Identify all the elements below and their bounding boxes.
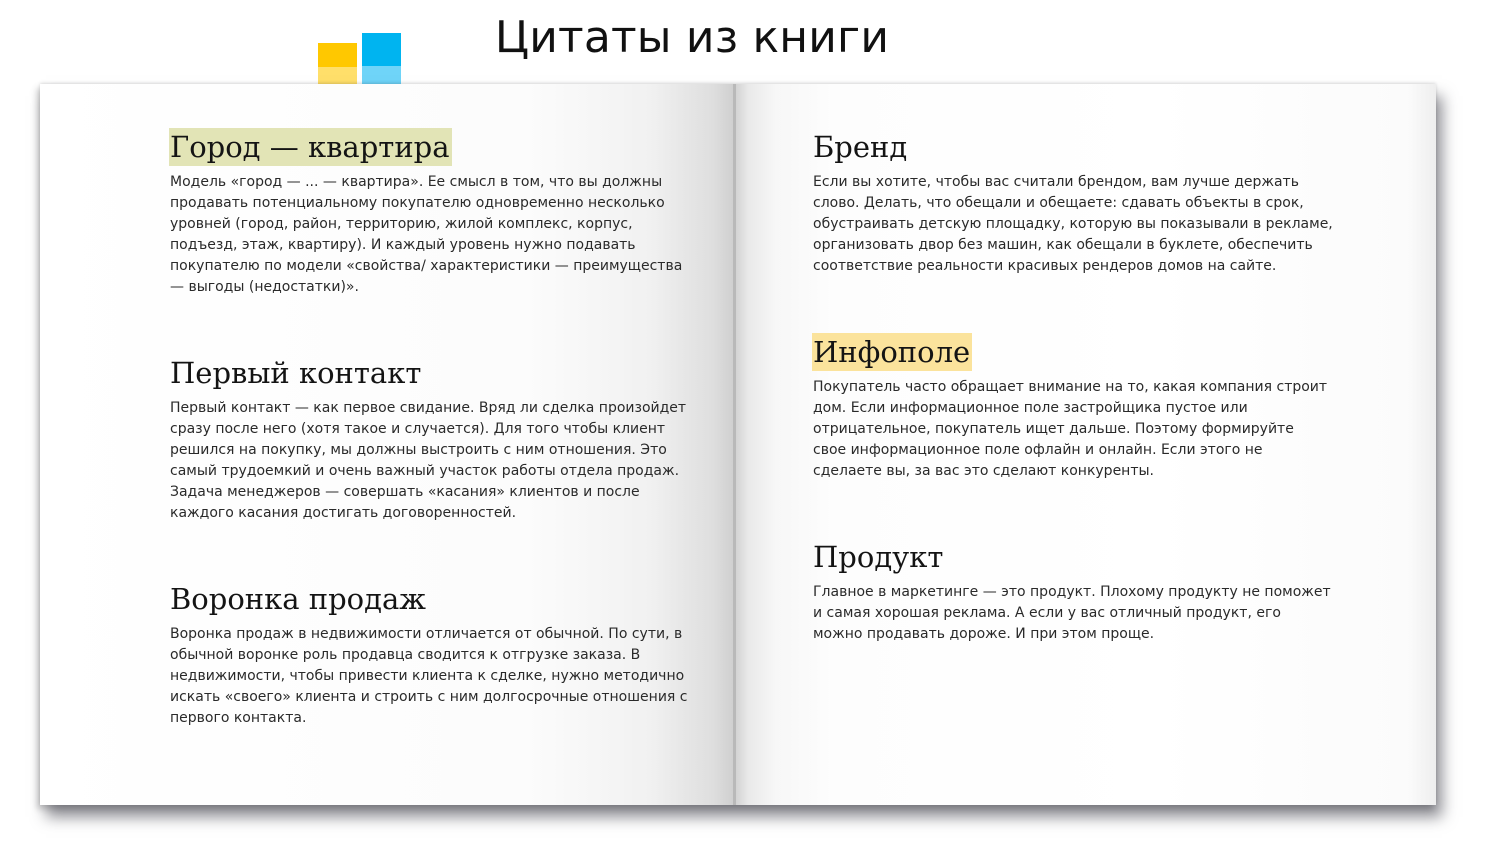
section-text: Если вы хотите, чтобы вас считали брендом, вам лучше держать слово. Делать, что обещали и обещаете: сдавать объекты в срок, обустраивать детскую площадку, которую вы показывали в рекламе, организовать двор без машин, как обещали в буклете, обеспечить соответствие реальности красивых рендеров домов на сайте. xyxy=(813,174,1333,274)
section-info-field xyxy=(813,333,1328,482)
section-heading: Продукт xyxy=(813,540,944,574)
section-heading: Инфополе xyxy=(813,335,971,369)
section-text: Покупатель часто обращает внимание на то, какая компания строит дом. Если информационное поле застройщика пустое или отрицательное, покупатель ищет дальше. Поэтому формируйте свое информационное поле офлайн и онлайн. Если этого не сделаете вы, за вас это сделают конкуренты. xyxy=(813,379,1328,479)
section-heading: Воронка продаж xyxy=(170,582,426,616)
section-sales-funnel xyxy=(170,580,688,729)
section-text: Воронка продаж в недвижимости отличается от обычной. По сути, в обычной воронке роль продавца сводится к отгрузке заказа. В недвижимости, чтобы привести клиента к сделке, нужно методично искать «своего» клиента и строить с ним долгосрочные отношения с первого контакта. xyxy=(170,626,688,726)
section-heading: Первый контакт xyxy=(170,356,422,390)
open-book xyxy=(40,84,1436,805)
section-city-apartment xyxy=(170,128,683,298)
section-text: Модель «город — ... — квартира». Ее смысл в том, что вы должны продавать потенциальному покупателю одновременно несколько уровней (город, район, территорию, жилой комплекс, корпус, подъезд, этаж, квартиру). И каждый уровень нужно подавать покупателю по модели «свойства/ характеристики — преимущества — выгоды (недостатки)». xyxy=(170,174,683,295)
section-first-contact xyxy=(170,354,687,524)
left-page xyxy=(40,84,734,805)
section-heading: Бренд xyxy=(813,130,908,164)
section-text: Главное в маркетинге — это продукт. Плохому продукту не поможет и самая хорошая реклама. А если у вас отличный продукт, его можно продавать дороже. И при этом проще. xyxy=(813,584,1331,642)
page-title: Цитаты из книги xyxy=(494,12,890,63)
section-heading: Город — квартира xyxy=(170,130,450,164)
section-product xyxy=(813,538,1331,645)
book-spine xyxy=(733,84,736,805)
logo-blue-square xyxy=(362,33,401,86)
right-page xyxy=(734,84,1436,805)
logo-yellow-square xyxy=(318,43,357,86)
section-brand xyxy=(813,128,1333,277)
section-text: Первый контакт — как первое свидание. Вряд ли сделка произойдет сразу после него (хотя такое и случается). Для того чтобы клиент решился на покупку, мы должны выстроить с ним отношения. Это самый трудоемкий и очень важный участок работы отдела продаж. Задача менеджеров — совершать «касания» клиентов и после каждого касания достигать договоренностей. xyxy=(170,400,687,521)
